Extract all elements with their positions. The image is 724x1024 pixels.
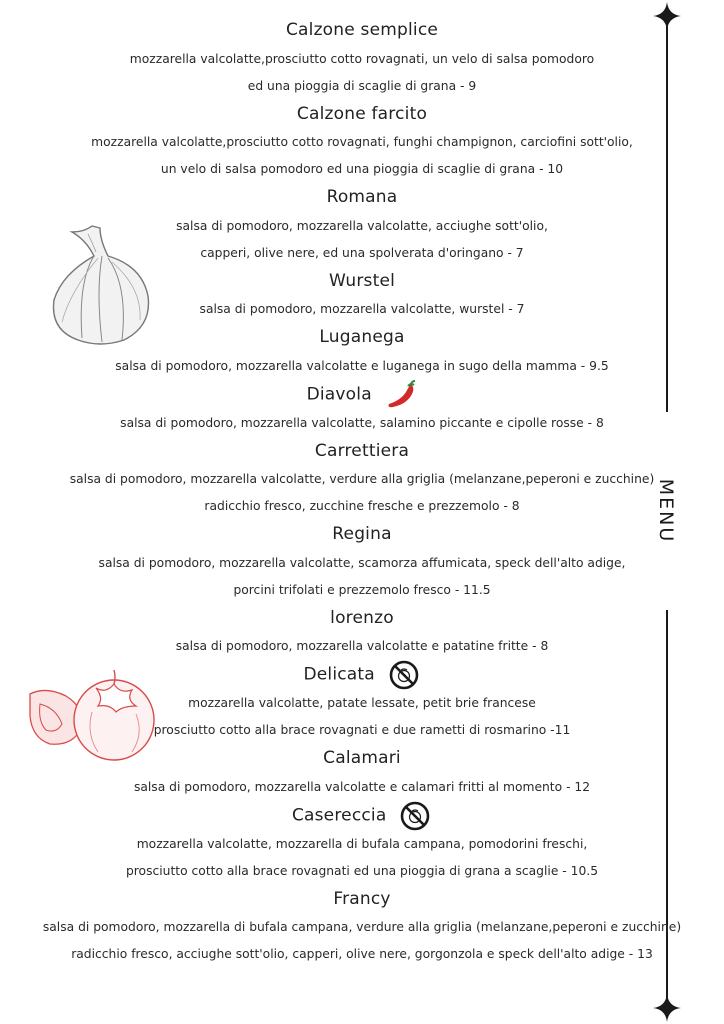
item-description-line: salsa di pomodoro, mozzarella di bufala campana, verdure alla griglia (melanzane,peperoni e zucchine) xyxy=(42,920,682,934)
item-description-line: mozzarella valcolatte,prosciutto cotto rovagnati, un velo di salsa pomodoro xyxy=(129,51,595,66)
item-description-line: prosciutto cotto alla brace rovagnati e due rametti di rosmarino -11 xyxy=(153,723,571,737)
item-title: lorenzo xyxy=(330,607,394,628)
chili-pepper-icon xyxy=(383,380,417,410)
menu-item-regina xyxy=(0,520,724,604)
menu-item-calzone-semplice xyxy=(0,16,724,100)
item-description-line: salsa di pomodoro, mozzarella valcolatte e patatine fritte - 8 xyxy=(175,639,549,653)
item-description-line: mozzarella valcolatte,prosciutto cotto rovagnati, funghi champignon, carciofini sott'olio, xyxy=(91,135,633,149)
menu-item-casereccia xyxy=(0,801,724,885)
menu-item-calzone-farcito xyxy=(0,100,724,184)
item-title: Calzone farcito xyxy=(296,103,428,124)
menu-item-calamari xyxy=(0,744,724,801)
menu-item-francy xyxy=(0,885,724,969)
item-description-line: capperi, olive nere, ed una spolverata d'oringano - 7 xyxy=(200,245,524,260)
item-description-line: mozzarella valcolatte, mozzarella di bufala campana, pomodorini freschi, xyxy=(136,836,588,851)
item-description-line: salsa di pomodoro, mozzarella valcolatte, verdure alla griglia (melanzane,peperoni e zucchine) xyxy=(69,472,655,486)
menu-item-diavola xyxy=(0,380,724,437)
menu-item-carrettiera xyxy=(0,437,724,521)
item-description-line: un velo di salsa pomodoro ed una pioggia di scaglie di grana - 10 xyxy=(160,162,564,176)
item-title: Wurstel xyxy=(328,270,396,291)
no-tomato-icon xyxy=(387,660,421,690)
star-ornament-bottom xyxy=(653,994,681,1022)
item-title: Luganega xyxy=(319,327,405,347)
item-description-line: salsa di pomodoro, mozzarella valcolatte, acciughe sott'olio, xyxy=(176,218,548,233)
item-description-line: salsa di pomodoro, mozzarella valcolatte, salamino piccante e cipolle rosse - 8 xyxy=(120,415,604,430)
item-description-line: porcini trifolati e prezzemolo fresco - 11.5 xyxy=(233,582,491,597)
item-title: Carrettiera xyxy=(314,440,410,461)
item-description-line: prosciutto cotto alla brace rovagnati ed una pioggia di grana a scaglie - 10.5 xyxy=(125,863,599,878)
item-description-line: mozzarella valcolatte, patate lessate, petit brie francese xyxy=(188,696,536,710)
no-tomato-icon xyxy=(398,801,432,831)
item-description-line: salsa di pomodoro, mozzarella valcolatte, wurstel - 7 xyxy=(199,302,525,316)
item-title: Delicata xyxy=(0,660,724,690)
menu-list xyxy=(0,16,724,968)
item-description-line: radicchio fresco, zucchine fresche e prezzemolo - 8 xyxy=(204,499,520,513)
item-description-line: salsa di pomodoro, mozzarella valcolatte e calamari fritti al momento - 12 xyxy=(133,779,591,794)
menu-item-luganega xyxy=(0,323,724,380)
item-description-line: ed una pioggia di scaglie di grana - 9 xyxy=(247,78,477,93)
item-title: Regina xyxy=(332,524,392,544)
item-title: Calamari xyxy=(323,748,401,768)
item-description-line: radicchio fresco, acciughe sott'olio, capperi, olive nere, gorgonzola e speck dell'alto adige - 13 xyxy=(71,947,653,961)
menu-item-lorenzo xyxy=(0,604,724,661)
menu-item-romana xyxy=(0,183,724,267)
item-description-line: salsa di pomodoro, mozzarella valcolatte e luganega in sugo della mamma - 9.5 xyxy=(115,358,609,373)
side-menu-label: MENU xyxy=(655,478,677,544)
item-title: Diavola xyxy=(0,380,724,410)
item-title: Francy xyxy=(333,888,391,909)
item-title: Calzone semplice xyxy=(285,20,439,40)
menu-item-wurstel xyxy=(0,267,724,324)
item-title: Romana xyxy=(326,187,398,207)
menu-item-delicata xyxy=(0,660,724,744)
item-description-line: salsa di pomodoro, mozzarella valcolatte, scamorza affumicata, speck dell'alto adige, xyxy=(98,555,626,570)
item-title: Casereccia xyxy=(0,801,724,831)
